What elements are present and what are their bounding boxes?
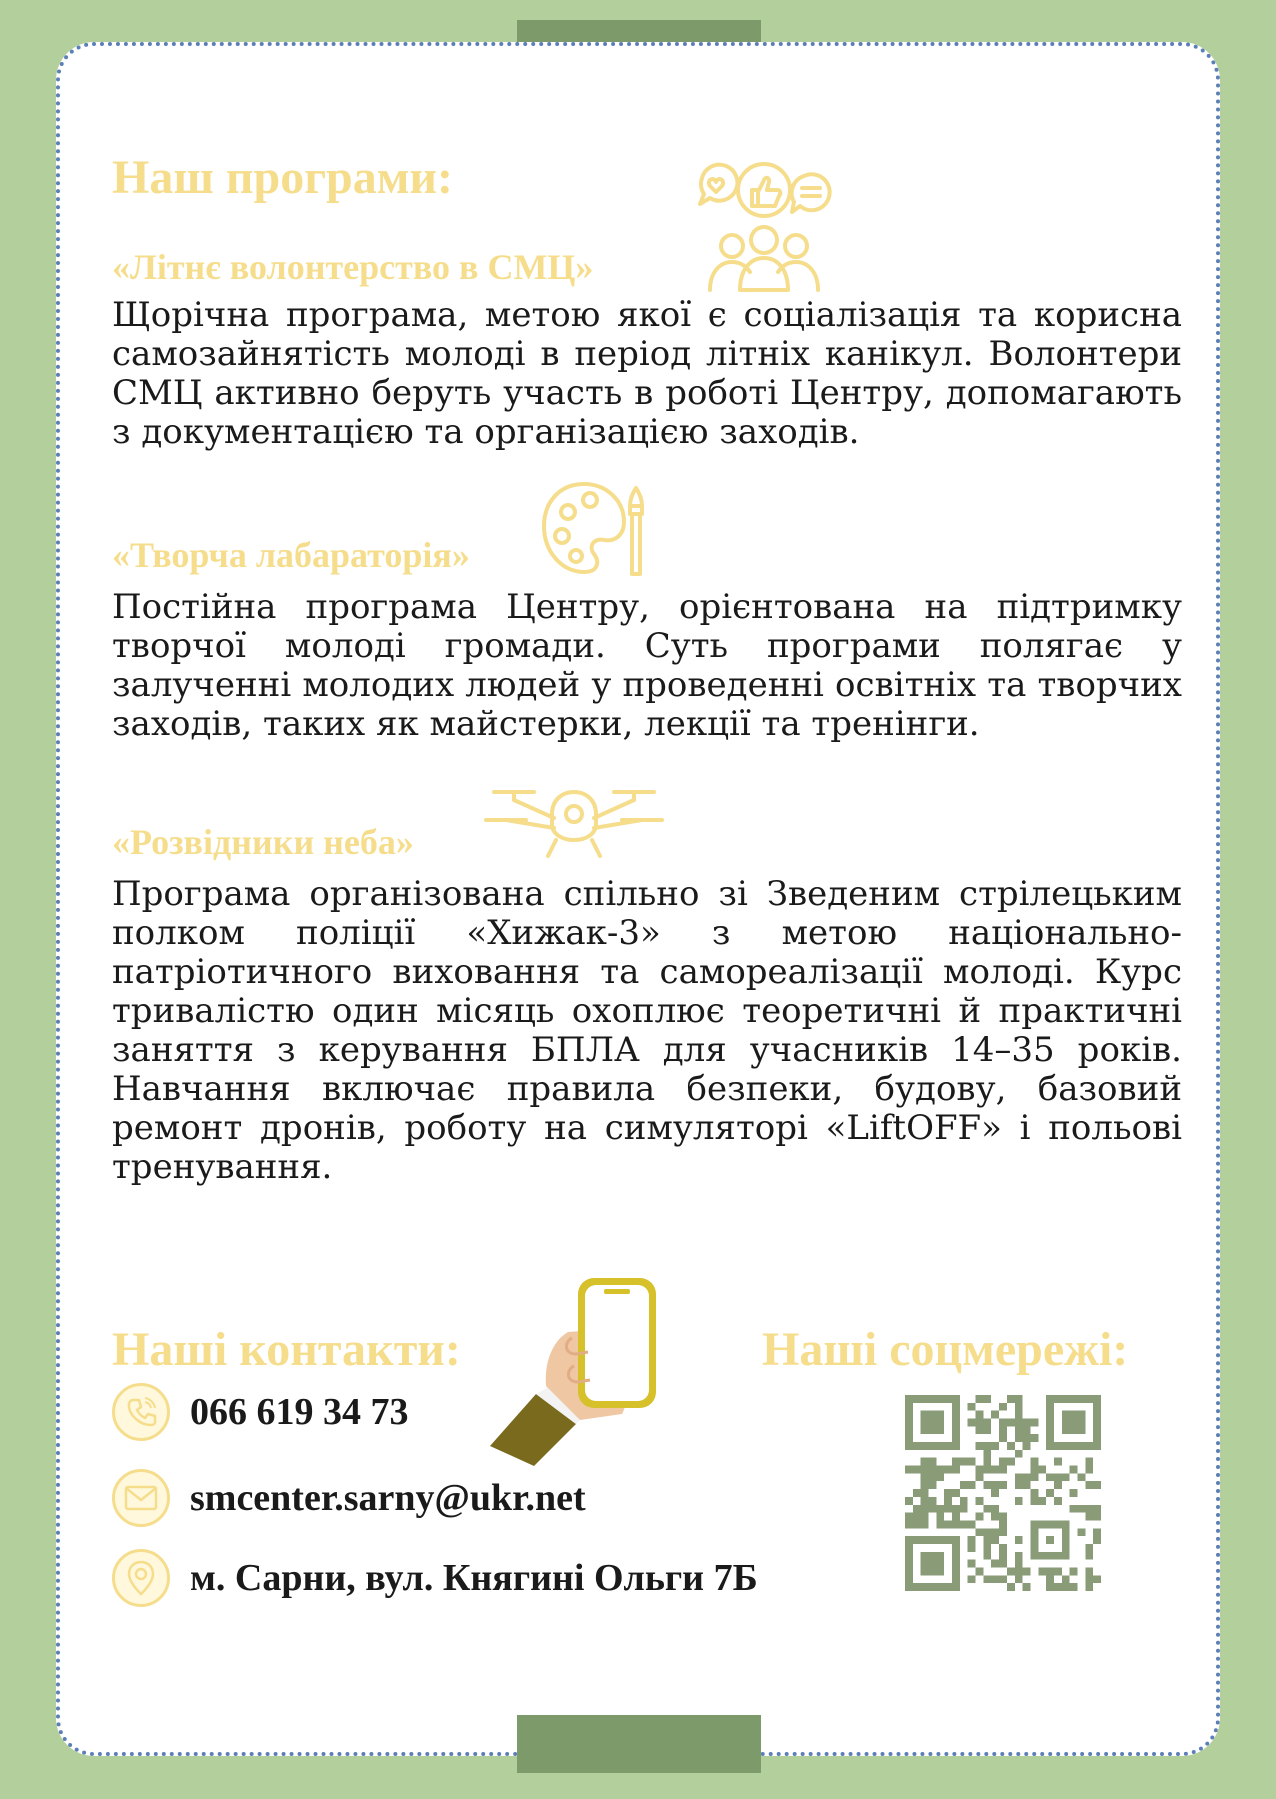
program-title-volunteering: «Літнє волонтерство в СМЦ» — [112, 247, 594, 287]
bottom-tape — [517, 1715, 761, 1773]
envelope-icon — [112, 1469, 170, 1527]
community-icon — [688, 158, 838, 296]
socials-heading: Наші соцмережі: — [762, 1323, 1129, 1376]
drone-icon — [484, 780, 664, 864]
program-description-sky-scouts: Програма організована спільно зі Зведеним стрілецьким полком поліції «Хижак-3» з метою національно-патріотичного виховання та самореалізації молоді. Курс тривалістю один місяць охоплює теоретичні й практичні заняття з керування БПЛА для учасників 14–35 років. Навчання включає правила безпеки, будову, базовий ремонт дронів, роботу на симуляторі «LiftOFF» і польові тренування. — [112, 874, 1182, 1187]
programs-heading: Наш програми: — [112, 151, 454, 204]
contact-phone-row[interactable] — [112, 1380, 409, 1444]
qr-code[interactable] — [905, 1395, 1101, 1591]
location-pin-icon — [112, 1549, 170, 1607]
program-title-sky-scouts: «Розвідники неба» — [112, 822, 414, 862]
program-description-creative-lab: Постійна програма Центру, орієнтована на підтримку творчої молоді громади. Суть програми полягає у залученні молодих людей у проведенні освітніх та творчих заходів, таких як майстерки, лекції та тренінги. — [112, 587, 1182, 744]
hand-phone-illustration — [484, 1270, 664, 1470]
palette-icon — [540, 478, 650, 580]
contact-address: м. Сарни, вул. Княгині Ольги 7Б — [190, 1557, 758, 1599]
program-title-creative-lab: «Творча лабараторія» — [112, 535, 470, 575]
contacts-heading: Наші контакти: — [112, 1323, 461, 1376]
phone-icon — [112, 1383, 170, 1441]
program-description-volunteering: Щорічна програма, метою якої є соціалізація та корисна самозайнятість молоді в період літніх канікул. Волонтери СМЦ активно беруть участь в роботі Центру, допомагають з документацією та організацією заходів. — [112, 295, 1182, 452]
contact-email-row[interactable] — [112, 1466, 586, 1530]
contact-email[interactable]: smcenter.sarny@ukr.net — [190, 1477, 586, 1519]
contact-address-row — [112, 1546, 758, 1610]
contact-phone[interactable]: 066 619 34 73 — [190, 1391, 409, 1433]
